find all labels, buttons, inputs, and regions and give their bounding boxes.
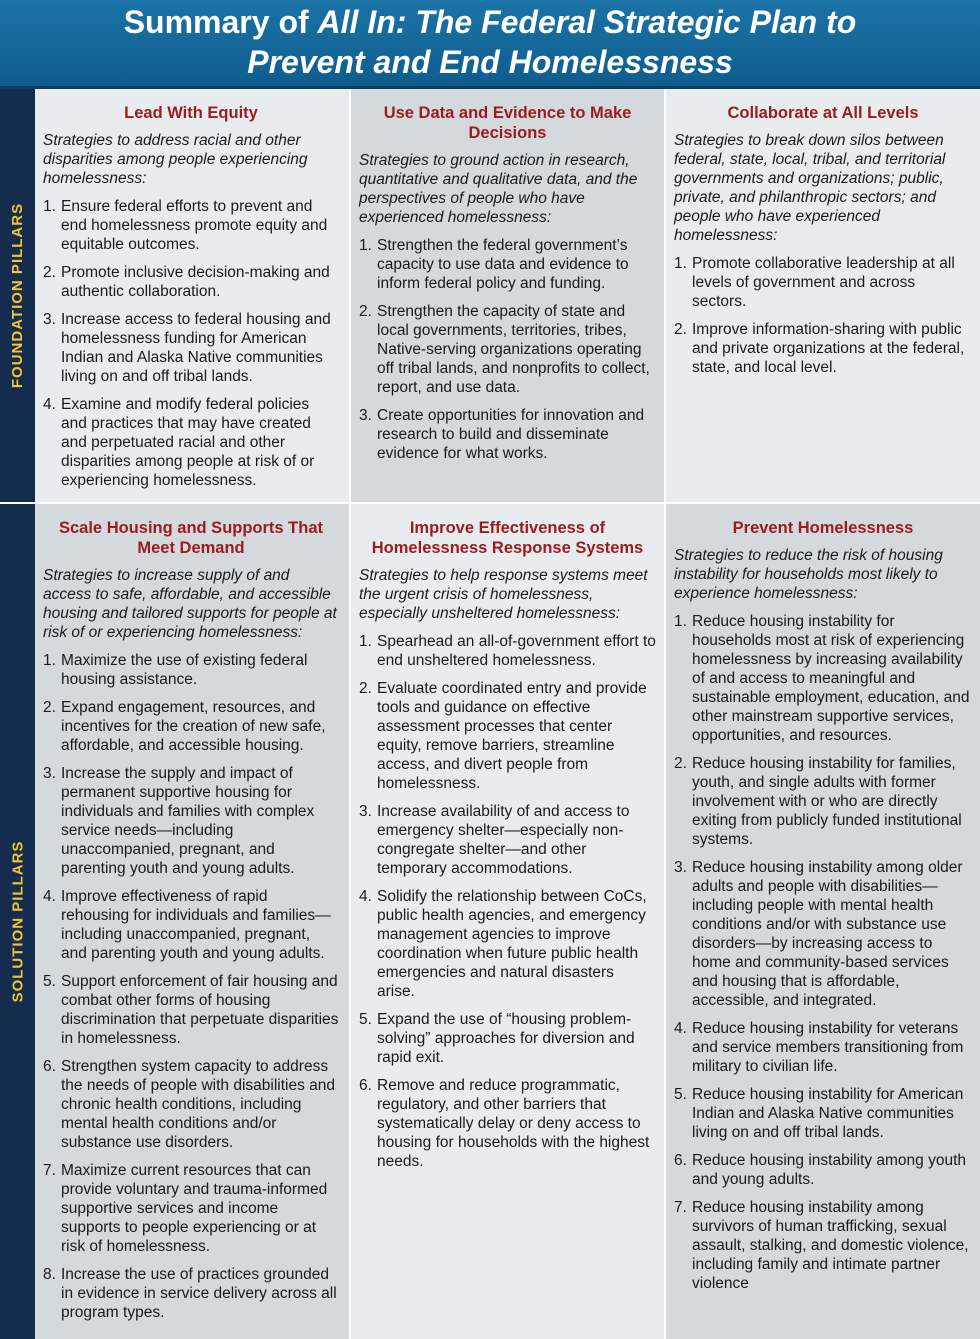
strategy-text: Increase availability of and access to emergency shelter—especially non-congregate shelter—and other temporary accommodations. xyxy=(377,803,630,877)
pillar-intro: Strategies to help response systems meet the urgent crisis of homelessness, especially unsheltered homelessness: xyxy=(359,567,648,622)
strategy-number: 8. xyxy=(43,1266,56,1283)
strategy-number: 5. xyxy=(359,1011,372,1028)
pillar-scale-housing-and-supports xyxy=(35,504,349,1339)
strategy-text: Improve effectiveness of rapid rehousing for individuals and families—including unaccompanied, pregnant, and parenting youth and young adults. xyxy=(61,888,331,962)
strategy-number: 7. xyxy=(43,1162,56,1179)
strategy-number: 3. xyxy=(359,407,372,424)
strategy-text: Increase access to federal housing and homelessness funding for American Indian and Alaska Native communities living on and off tribal lands. xyxy=(61,311,331,385)
strategy-number: 1. xyxy=(43,652,56,669)
solution-pillars-sidebar xyxy=(0,504,35,1339)
strategy-text: Reduce housing instability for veterans and service members transitioning from military to civilian life. xyxy=(692,1020,964,1075)
pillar-title: Use Data and Evidence to Make Decisions xyxy=(383,104,632,142)
strategy-item xyxy=(43,197,341,254)
strategy-item xyxy=(359,632,656,670)
pillar-intro: Strategies to ground action in research, quantitative and qualitative data, and the perspectives of people who have experienced homelessness: xyxy=(359,152,638,226)
strategy-item xyxy=(43,1161,341,1256)
page-header xyxy=(0,0,980,89)
strategy-text: Support enforcement of fair housing and combat other forms of housing discrimination that perpetuate disparities in homelessness. xyxy=(61,973,339,1047)
strategy-text: Reduce housing instability for households most at risk of experiencing homelessness by increasing availability of and access to meaningful and sustainable employment, education, and other mainstream supportive services, opportunities, and resources. xyxy=(692,613,970,744)
pillar-title: Collaborate at All Levels xyxy=(727,104,919,122)
header-title-line2: Prevent and End Homelessness xyxy=(247,44,733,80)
strategy-item xyxy=(43,764,341,878)
pillar-use-data-and-evidence xyxy=(351,89,664,502)
strategy-item xyxy=(359,679,656,793)
strategy-number: 3. xyxy=(43,765,56,782)
strategy-text: Reduce housing instability for American Indian and Alaska Native communities living on and off tribal lands. xyxy=(692,1086,964,1141)
strategy-number: 7. xyxy=(674,1199,687,1216)
pillar-prevent-homelessness xyxy=(666,504,980,1339)
strategy-item xyxy=(43,651,341,689)
strategy-number: 2. xyxy=(43,264,56,281)
strategy-number: 6. xyxy=(359,1077,372,1094)
foundation-pillars-sidebar xyxy=(0,89,35,502)
strategy-text: Strengthen system capacity to address the needs of people with disabilities and chronic health conditions, including mental health conditions and/or substance use disorders. xyxy=(61,1058,336,1151)
pillar-title: Prevent Homelessness xyxy=(732,519,914,537)
strategy-item xyxy=(674,254,972,311)
strategy-number: 2. xyxy=(359,303,372,320)
strategy-number: 5. xyxy=(674,1086,687,1103)
strategy-item xyxy=(359,802,656,878)
strategy-number: 4. xyxy=(674,1020,687,1037)
strategy-item xyxy=(359,1076,656,1171)
strategy-number: 2. xyxy=(674,321,687,338)
strategy-number: 1. xyxy=(43,198,56,215)
strategy-number: 6. xyxy=(43,1058,56,1075)
strategy-item xyxy=(359,887,656,1001)
strategy-text: Spearhead an all-of-government effort to end unsheltered homelessness. xyxy=(377,633,656,669)
strategy-text: Examine and modify federal policies and practices that may have created and perpetuated racial and other disparities among people at risk of or experiencing homelessness. xyxy=(61,396,315,489)
strategy-text: Create opportunities for innovation and research to build and disseminate evidence for what works. xyxy=(377,407,645,462)
strategy-text: Reduce housing instability for families, youth, and single adults with former involvement with or who are directly exiting from publicly funded institutional systems. xyxy=(692,755,962,848)
strategy-text: Increase the use of practices grounded in evidence in service delivery across all program types. xyxy=(61,1266,337,1321)
solution-pillars-label: SOLUTION PILLARS xyxy=(9,840,26,1003)
pillar-intro: Strategies to reduce the risk of housing instability for households most likely to experience homelessness: xyxy=(674,547,943,602)
strategy-number: 1. xyxy=(674,613,687,630)
strategy-number: 4. xyxy=(43,396,56,413)
strategy-text: Increase the supply and impact of permanent supportive housing for individuals and families with complex service needs—including unaccompanied, pregnant, and parenting youth and young adults. xyxy=(61,765,315,877)
strategy-text: Promote collaborative leadership at all levels of government and across sectors. xyxy=(692,255,955,310)
strategy-text: Solidify the relationship between CoCs, public health agencies, and emergency management agencies to improve coordination when future public health emergencies and natural disasters arise. xyxy=(377,888,647,1000)
strategy-item xyxy=(674,320,972,377)
strategy-item xyxy=(674,1019,972,1076)
header-title-prefix: Summary of xyxy=(123,4,318,40)
strategy-number: 1. xyxy=(359,633,372,650)
pillar-intro: Strategies to increase supply of and access to safe, affordable, and accessible housing and tailored supports for people at risk of or experiencing homelessness: xyxy=(43,567,337,641)
strategy-text: Strengthen the capacity of state and local governments, territories, tribes, Native-serving organizations operating off tribal lands, and nonprofits to collect, report, and use data. xyxy=(377,303,650,396)
strategy-text: Expand the use of “housing problem-solving” approaches for diversion and rapid exit. xyxy=(377,1011,635,1066)
strategy-number: 3. xyxy=(359,803,372,820)
strategy-item xyxy=(359,236,656,293)
pillar-title: Improve Effectiveness of Homelessness Response Systems xyxy=(371,519,644,557)
strategy-number: 5. xyxy=(43,973,56,990)
pillar-collaborate-at-all-levels xyxy=(666,89,980,502)
strategy-number: 4. xyxy=(359,888,372,905)
foundation-pillars-label: FOUNDATION PILLARS xyxy=(9,202,26,389)
header-title-italic: All In: The Federal Strategic Plan to xyxy=(317,4,857,40)
strategy-text: Expand engagement, resources, and incentives for the creation of new safe, affordable, and accessible housing. xyxy=(61,699,326,754)
strategy-item xyxy=(359,1010,656,1067)
strategy-item xyxy=(674,612,972,745)
strategy-text: Reduce housing instability among youth and young adults. xyxy=(692,1152,967,1188)
pillar-intro: Strategies to address racial and other disparities among people experiencing homelessness: xyxy=(43,132,308,187)
strategy-number: 1. xyxy=(674,255,687,272)
pillar-lead-with-equity xyxy=(35,89,349,502)
strategy-number: 3. xyxy=(43,311,56,328)
strategy-item xyxy=(359,406,656,463)
strategy-text: Ensure federal efforts to prevent and end homelessness promote equity and equitable outcomes. xyxy=(61,198,328,253)
strategy-item xyxy=(674,754,972,849)
pillars-grid xyxy=(0,89,980,1339)
strategy-text: Improve information-sharing with public and private organizations at the federal, state, and local level. xyxy=(692,321,965,376)
header-title-line1 xyxy=(0,0,980,42)
pillar-intro: Strategies to break down silos between federal, state, local, tribal, and territorial governments and organizations; public, private, and philanthropic sectors; and people who have experienced homelessness: xyxy=(674,132,946,244)
strategy-number: 4. xyxy=(43,888,56,905)
strategy-text: Evaluate coordinated entry and provide tools and guidance on effective assessment processes that center equity, remove barriers, streamline access, and divert people from homelessness. xyxy=(377,680,647,792)
strategy-number: 6. xyxy=(674,1152,687,1169)
strategy-number: 2. xyxy=(674,755,687,772)
strategy-item xyxy=(674,1151,972,1189)
pillar-title: Scale Housing and Supports That Meet Demand xyxy=(58,519,324,557)
strategy-text: Maximize current resources that can provide voluntary and trauma-informed supportive services and income supports to people experiencing or at risk of homelessness. xyxy=(61,1162,328,1255)
strategy-text: Remove and reduce programmatic, regulatory, and other barriers that systematically delay or deny access to housing for households with the highest needs. xyxy=(377,1077,650,1170)
strategy-number: 2. xyxy=(359,680,372,697)
strategy-item xyxy=(674,1198,972,1293)
strategy-item xyxy=(359,302,656,397)
pillar-title: Lead With Equity xyxy=(124,104,258,122)
strategy-item xyxy=(43,887,341,963)
strategy-text: Reduce housing instability among survivors of human trafficking, sexual assault, stalking, and domestic violence, including family and intimate partner violence xyxy=(692,1199,969,1292)
strategy-item xyxy=(43,698,341,755)
strategy-item xyxy=(43,310,341,386)
strategy-item xyxy=(674,1085,972,1142)
strategy-text: Strengthen the federal government’s capacity to use data and evidence to inform federal policy and funding. xyxy=(377,237,629,292)
strategy-text: Promote inclusive decision-making and authentic collaboration. xyxy=(61,264,330,300)
strategy-item xyxy=(43,263,341,301)
strategy-item xyxy=(43,972,341,1048)
strategy-text: Maximize the use of existing federal housing assistance. xyxy=(61,652,308,688)
strategy-number: 3. xyxy=(674,859,687,876)
strategy-item xyxy=(43,1265,341,1322)
strategy-number: 1. xyxy=(359,237,372,254)
strategy-number: 2. xyxy=(43,699,56,716)
pillar-improve-response-systems xyxy=(351,504,664,1339)
strategy-text: Reduce housing instability among older adults and people with disabilities—including people with mental health conditions and/or with substance use disorders—by increasing access to home and community-based services and housing that is affordable, accessible, and integrated. xyxy=(692,859,963,1009)
strategy-item xyxy=(43,395,341,490)
strategy-item xyxy=(674,858,972,1010)
strategy-item xyxy=(43,1057,341,1152)
